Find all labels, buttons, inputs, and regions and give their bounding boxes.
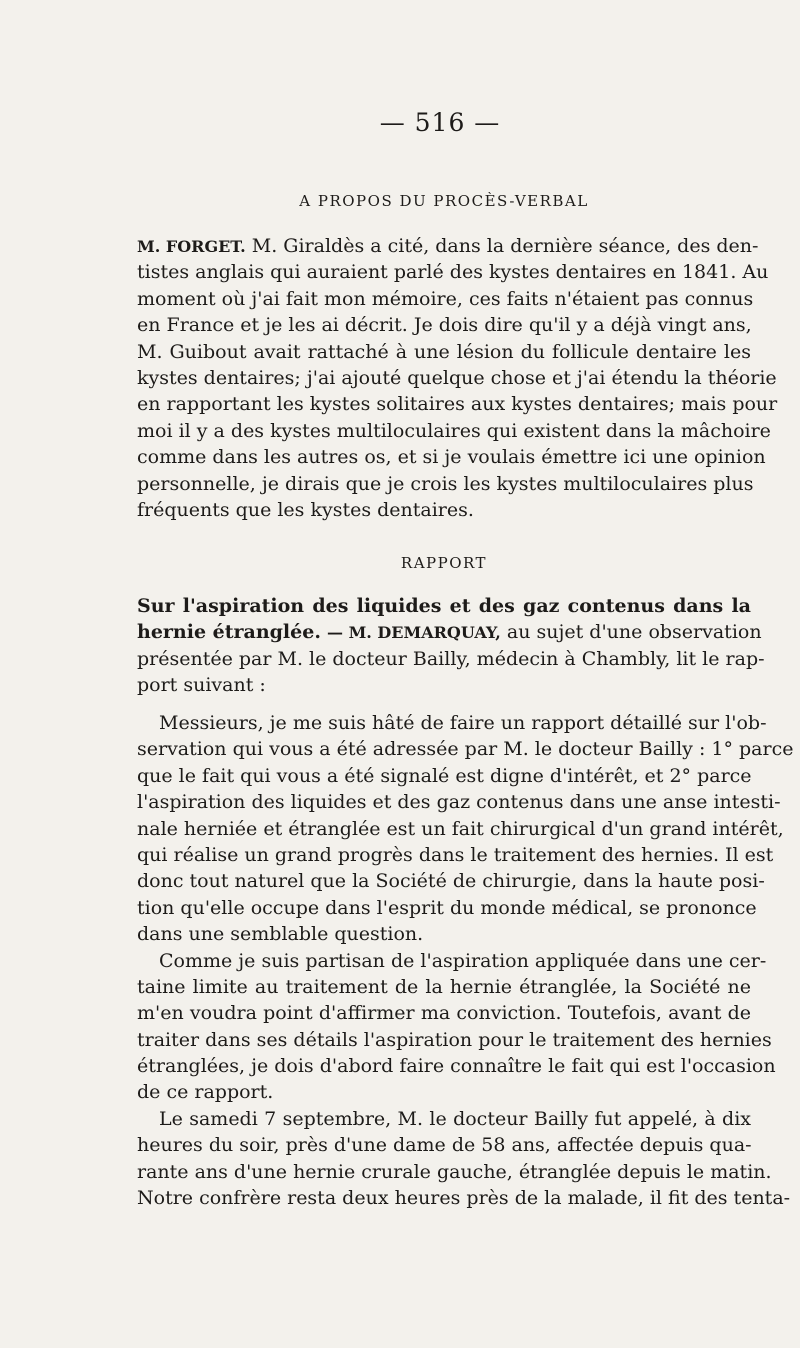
text-line: tistes anglais qui auraient parlé des kystes dentaires en 1841. Au [137, 261, 769, 284]
text-line: de ce rapport. [137, 1081, 274, 1104]
speaker-name: M. FORGET. [137, 237, 246, 256]
section-heading-rapport: RAPPORT [400, 554, 488, 572]
text-line: tion qu'elle occupe dans l'esprit du monde médical, se prononce [137, 896, 757, 919]
text-line: en rapportant les kystes solitaires aux kystes dentaires; mais pour [137, 393, 778, 416]
text-line: m'en voudra point d'affirmer ma conviction. Toutefois, avant de [137, 1002, 751, 1025]
text-line: personnelle, je dirais que je crois les kystes multiloculaires plus [137, 472, 754, 495]
rapport-intro [137, 593, 765, 699]
speaker-name: — M. DEMARQUAY, [327, 623, 501, 643]
text-line: l'aspiration des liquides et des gaz contenus dans une anse intesti- [137, 791, 781, 814]
report-subject-line: Sur l'aspiration des liquides et des gaz contenus dans la [137, 595, 751, 617]
text-line: nale herniée et étranglée est un fait chirurgical d'un grand intérêt, [137, 817, 784, 840]
text-line: étranglées, je dois d'abord faire connaître le fait qui est l'occasion [137, 1055, 776, 1078]
text-line: moi il y a des kystes multiloculaires qui existent dans la mâchoire [137, 419, 771, 442]
text-line: fréquents que les kystes dentaires. [137, 498, 474, 521]
text-line: présentée par M. le docteur Bailly, médecin à Chambly, lit le rap- [137, 647, 765, 670]
text-line: qui réalise un grand progrès dans le traitement des hernies. Il est [137, 843, 774, 866]
section-heading-proces-verbal: A PROPOS DU PROCÈS-VERBAL [299, 192, 589, 210]
text-line: traiter dans ses détails l'aspiration pour le traitement des hernies [137, 1028, 772, 1051]
paragraph-messieurs [137, 710, 794, 1211]
text-line: hernie étranglée. — M. DEMARQUAY, au sujet d'une observation [137, 621, 762, 644]
text-line: comme dans les autres os, et si je voulais émettre ici une opinion [137, 446, 766, 469]
text-line: M. Guibout avait rattaché à une lésion du follicule dentaire les [137, 340, 751, 363]
text-line: moment où j'ai fait mon mémoire, ces faits n'étaient pas connus [137, 287, 754, 310]
text-line: M. FORGET. M. Giraldès a cité, dans la dernière séance, des den- [137, 235, 759, 257]
text-line: en France et je les ai décrit. Je dois dire qu'il y a déjà vingt ans, [137, 314, 752, 337]
text-line: Notre confrère resta deux heures près de la malade, il fit des tenta- [137, 1187, 791, 1210]
text-line: que le fait qui vous a été signalé est digne d'intérêt, et 2° parce [137, 764, 752, 787]
text-line: dans une semblable question. [137, 923, 424, 946]
text-line: port suivant : [137, 674, 266, 697]
text-line: servation qui vous a été adressée par M. le docteur Bailly : 1° parce [137, 738, 794, 761]
text-line: Le samedi 7 septembre, M. le docteur Bailly fut appelé, à dix [159, 1107, 751, 1130]
text-line: donc tout naturel que la Société de chirurgie, dans la haute posi- [137, 870, 765, 893]
report-subject-end: hernie étranglée. [137, 621, 321, 644]
text-line: kystes dentaires; j'ai ajouté quelque chose et j'ai étendu la théorie [137, 366, 777, 389]
forget-paragraph [137, 233, 778, 523]
text-line: Comme je suis partisan de l'aspiration appliquée dans une cer- [159, 949, 767, 972]
text-line: taine limite au traitement de la hernie étranglée, la Société ne [137, 975, 751, 998]
text-line: rante ans d'une hernie crurale gauche, étranglée depuis le matin. [137, 1160, 772, 1183]
text-line: heures du soir, près d'une dame de 58 ans, affectée depuis qua- [137, 1134, 752, 1157]
text-line: Messieurs, je me suis hâté de faire un rapport détaillé sur l'ob- [159, 712, 767, 734]
page-number: — 516 — [379, 108, 501, 137]
